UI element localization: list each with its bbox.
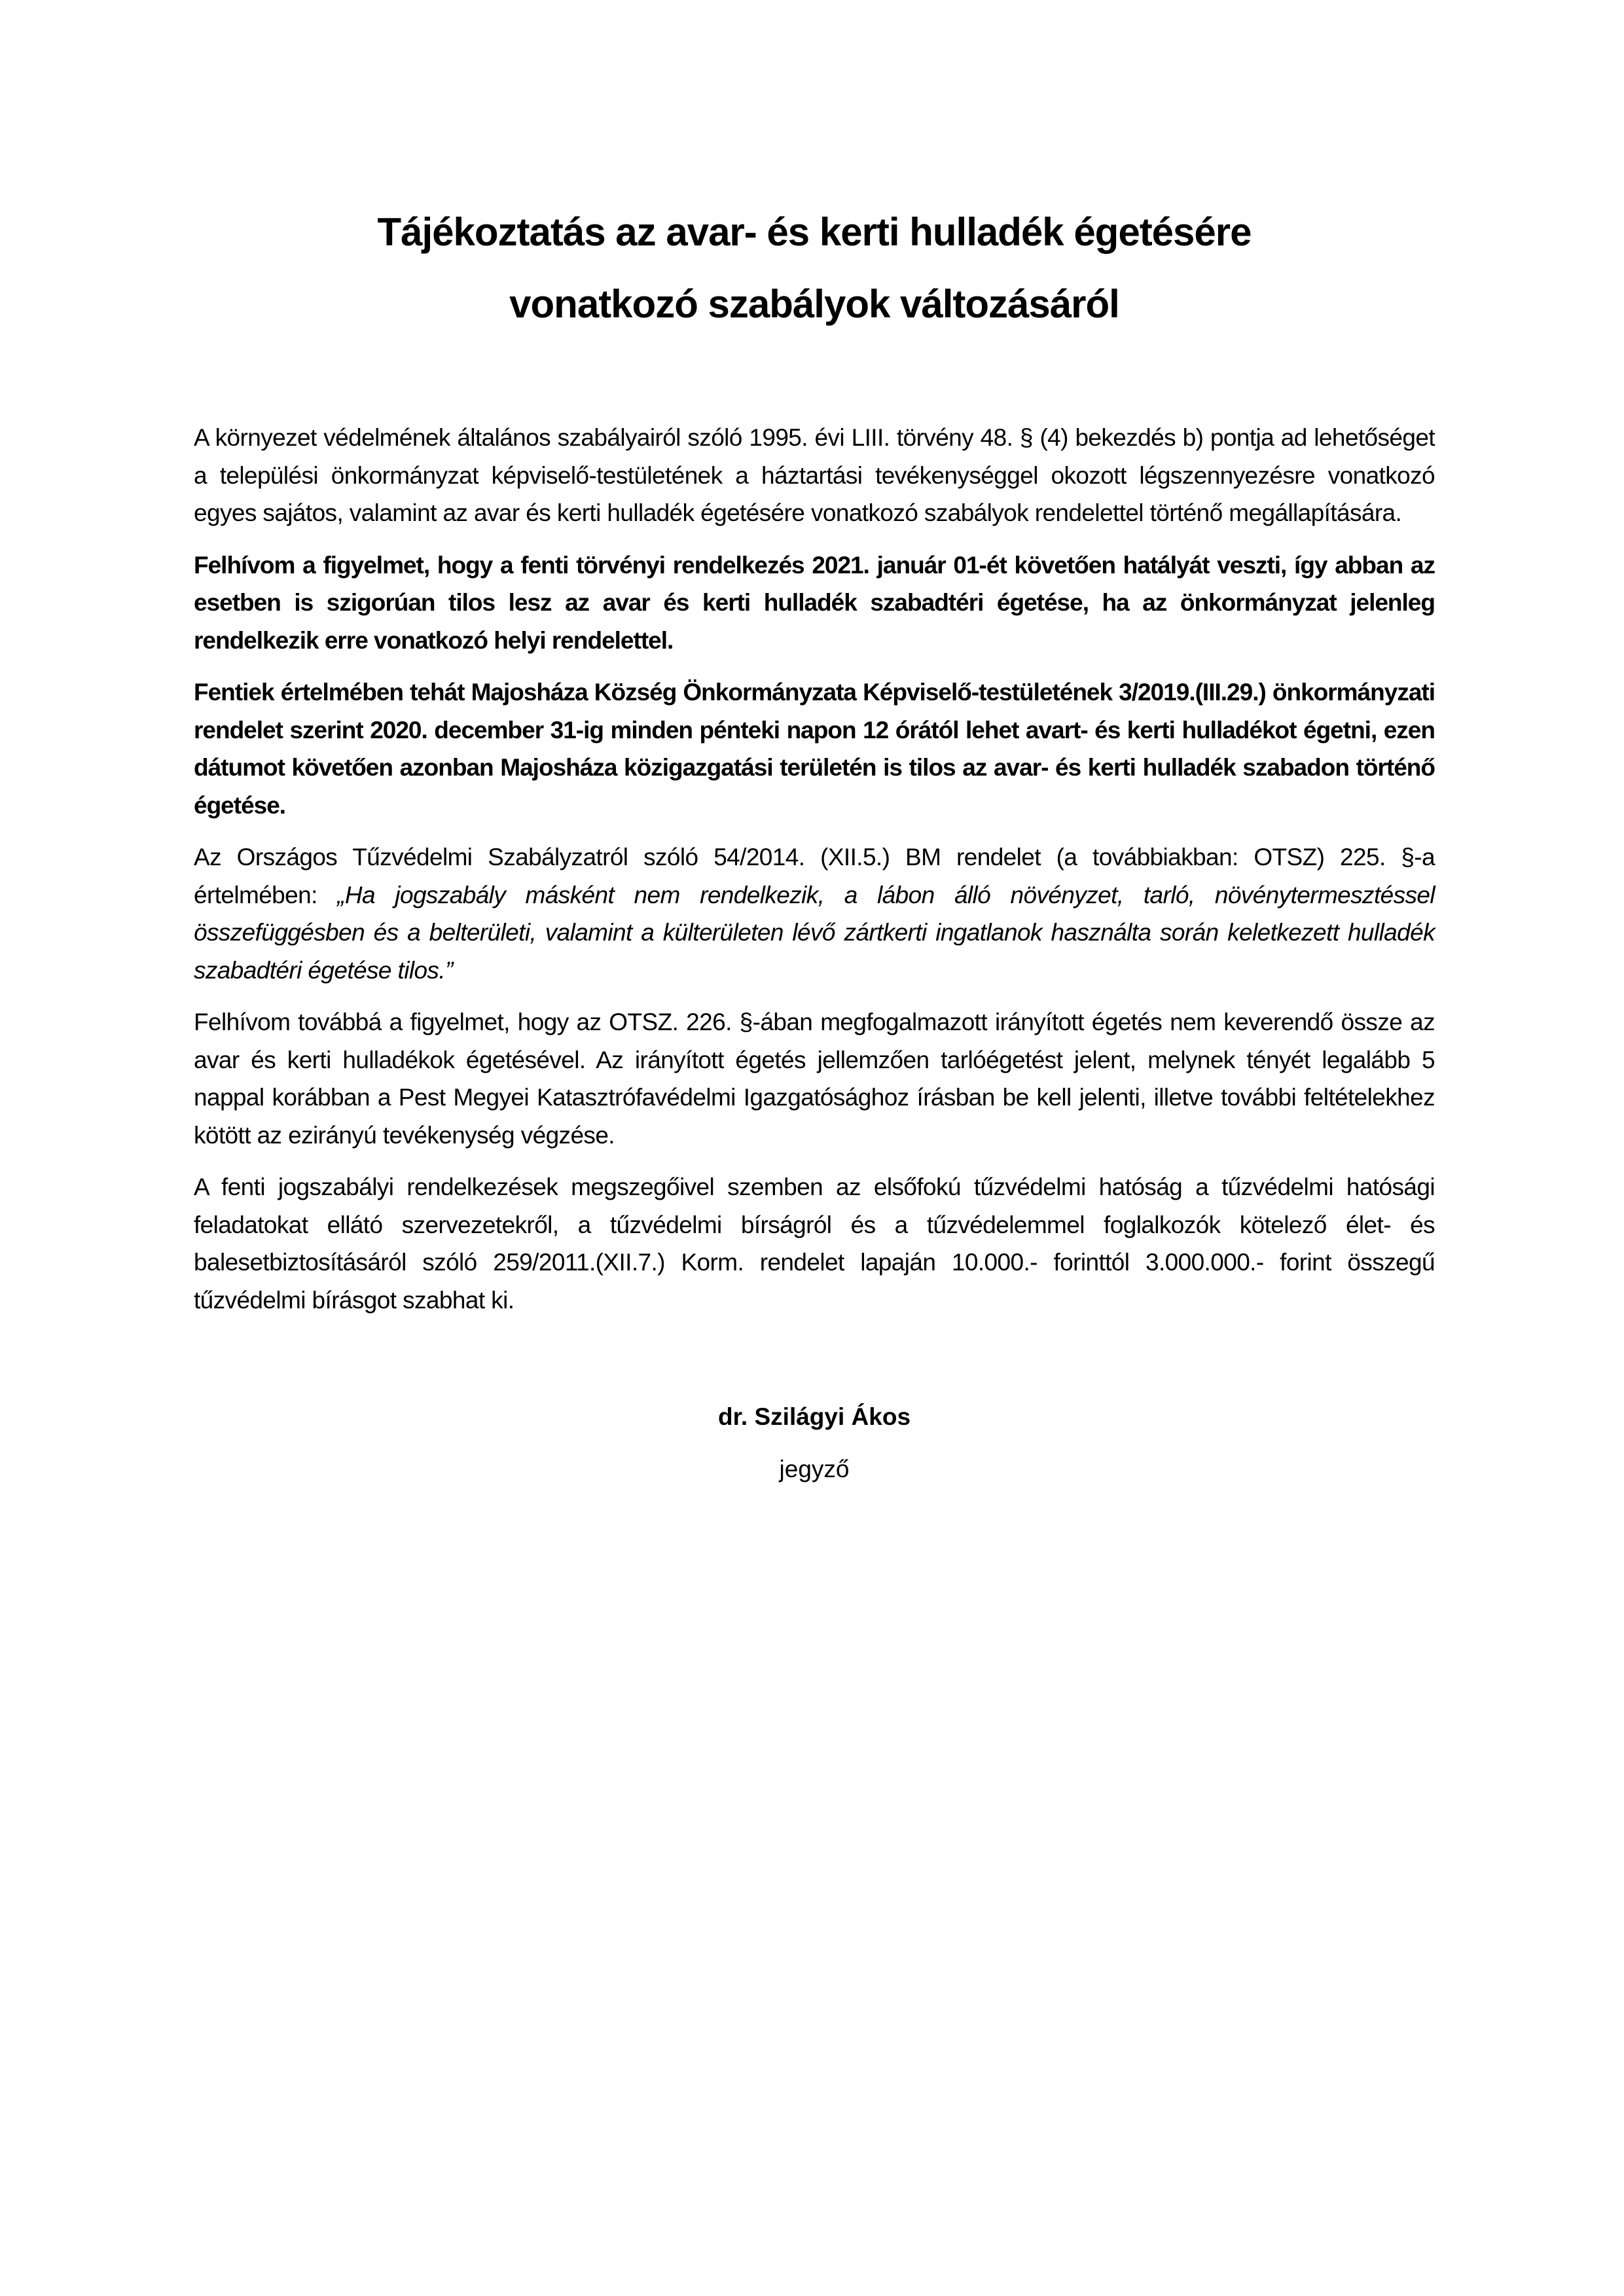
otsz-quote: „Ha jogszabály másként nem rendelkezik, a lábon álló növényzet, tarló, növénytermesztéssel összefüggésben és a belterületi, valamint a külterületen lévő zártkerti ingatlanok használta során keletkezett hulladék szabadtéri égetése tilos.” [194,881,1435,984]
title-line-1: Tájékoztatás az avar- és kerti hulladék égetésére [377,210,1252,254]
signatory-role: jegyző [779,1456,850,1482]
paragraph-legal-basis: A környezet védelmének általános szabályairól szóló 1995. évi LIII. törvény 48. § (4) bekezdés b) pontja ad lehetőséget a települési önkormányzat képviselő-testületének a háztartási tevékenységgel okozott légszennyezésre vonatkozó egyes sajátos, valamint az avar és kerti hulladék égetésére vonatkozó szabályok rendelettel történő megállapítására. [194,424,1435,526]
otsz-intro: Az Országos Tűzvédelmi Szabályzatról szóló 54/2014. (XII.5.) BM rendelet (a továbbiakban: OTSZ) 225. §-a értelmében: [194,844,1435,908]
paragraph-otsz-225 [194,838,1435,989]
signatory-name: dr. Szilágyi Ákos [717,1403,911,1430]
document-page [194,196,1435,1496]
document-title [194,196,1435,340]
paragraph-controlled-burning: Felhívom továbbá a figyelmet, hogy az OTSZ. 226. §-ában megfogalmazott irányított égetés nem keverendő össze az avar és kerti hulladékok égetésével. Az irányított égetés jellemzően tarlóégetést jelent, melynek tényét legalább 5 nappal korábban a Pest Megyei Katasztrófavédelmi Igazgatósághoz írásban be kell jelenti, illetve további feltételekhez kötött az ezirányú tevékenység végzése. [194,1009,1435,1149]
paragraph-notice-2021: Felhívom a figyelmet, hogy a fenti törvényi rendelkezés 2021. január 01-ét követően hatályát veszti, így abban az esetben is szigorúan tilos lesz az avar és kerti hulladék szabadtéri égetése, ha az önkormányzat jelenleg rendelkezik erre vonatkozó helyi rendelettel. [194,551,1435,654]
title-line-2: vonatkozó szabályok változásáról [509,282,1119,326]
paragraph-penalty: A fenti jogszabályi rendelkezések megszegőivel szemben az elsőfokú tűzvédelmi hatóság a tűzvédelmi hatósági feladatokat ellátó szervezetekről, a tűzvédelmi bírságról és a tűzvédelemmel foglalkozók kötelező élet- és balesetbiztosításáról szóló 259/2011.(XII.7.) Korm. rendelet lapaján 10.000.- forinttól 3.000.000.- forint összegű tűzvédelmi bírásgot szabhat ki. [194,1174,1435,1314]
paragraph-local-regulation: Fentiek értelmében tehát Majosháza Község Önkormányzata Képviselő-testületének 3/2019.(III.29.) önkormányzati rendelet szerint 2020. december 31-ig minden pénteki napon 12 órától lehet avart- és kerti hulladékot égetni, ezen dátumot követően azonban Majosháza közigazgatási területén is tilos az avar- és kerti hulladék szabadon történő égetése. [194,679,1435,819]
signature-block [194,1391,1435,1496]
